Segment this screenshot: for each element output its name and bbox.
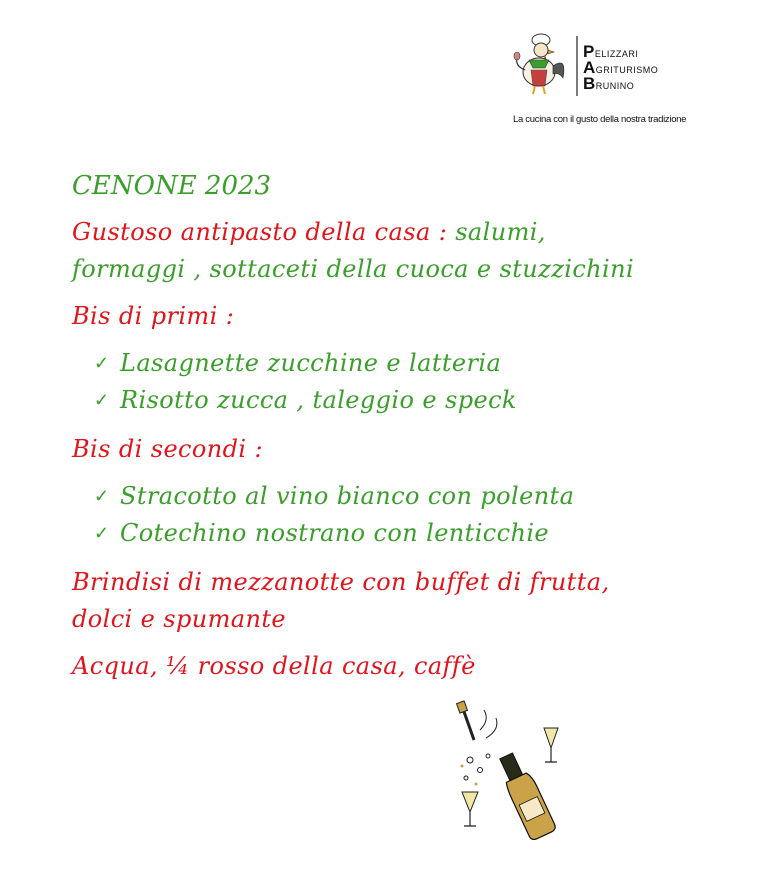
brindisi-paragraph: Brindisi di mezzanotte con buffet di frutta, dolci e spumante xyxy=(72,568,610,633)
list-item: ✓ Stracotto al vino bianco con polenta xyxy=(94,478,752,515)
primi-heading: Bis di primi : xyxy=(72,302,235,330)
antipasto-details-1: salumi, xyxy=(447,218,546,246)
antipasto-label: Gustoso antipasto della casa : xyxy=(72,218,448,246)
antipasto-details-2: formaggi , sottaceti della cuoca e stuzzichini xyxy=(72,255,635,283)
bevande-line: Acqua, ¼ rosso della casa, caffè xyxy=(72,652,476,680)
checkmark-icon: ✓ xyxy=(94,353,110,374)
logo-tagline: La cucina con il gusto della nostra tradizione xyxy=(513,114,687,125)
checkmark-icon: ✓ xyxy=(94,390,110,411)
list-item: ✓ Cotechino nostrano con lenticchie xyxy=(94,515,752,552)
menu-content xyxy=(72,160,752,695)
secondi-list xyxy=(94,478,752,552)
logo-line-agriturismo: AGRITURISMO xyxy=(583,58,659,77)
champagne-bottle-glasses-icon xyxy=(440,700,570,840)
rooster-chef-icon xyxy=(505,30,585,100)
list-item: ✓ Risotto zucca , taleggio e speck xyxy=(94,382,752,419)
secondi-heading: Bis di secondi : xyxy=(72,435,263,463)
primi-list xyxy=(94,345,752,419)
checkmark-icon: ✓ xyxy=(94,523,110,544)
list-item: ✓ Lasagnette zucchine e latteria xyxy=(94,345,752,382)
checkmark-icon: ✓ xyxy=(94,486,110,507)
logo-line-brunino: BRUNINO xyxy=(583,74,635,93)
menu-title: CENONE 2023 xyxy=(72,171,272,201)
antipasto-paragraph xyxy=(72,214,752,288)
logo-line-pelizzari: PELIZZARI xyxy=(583,42,639,61)
